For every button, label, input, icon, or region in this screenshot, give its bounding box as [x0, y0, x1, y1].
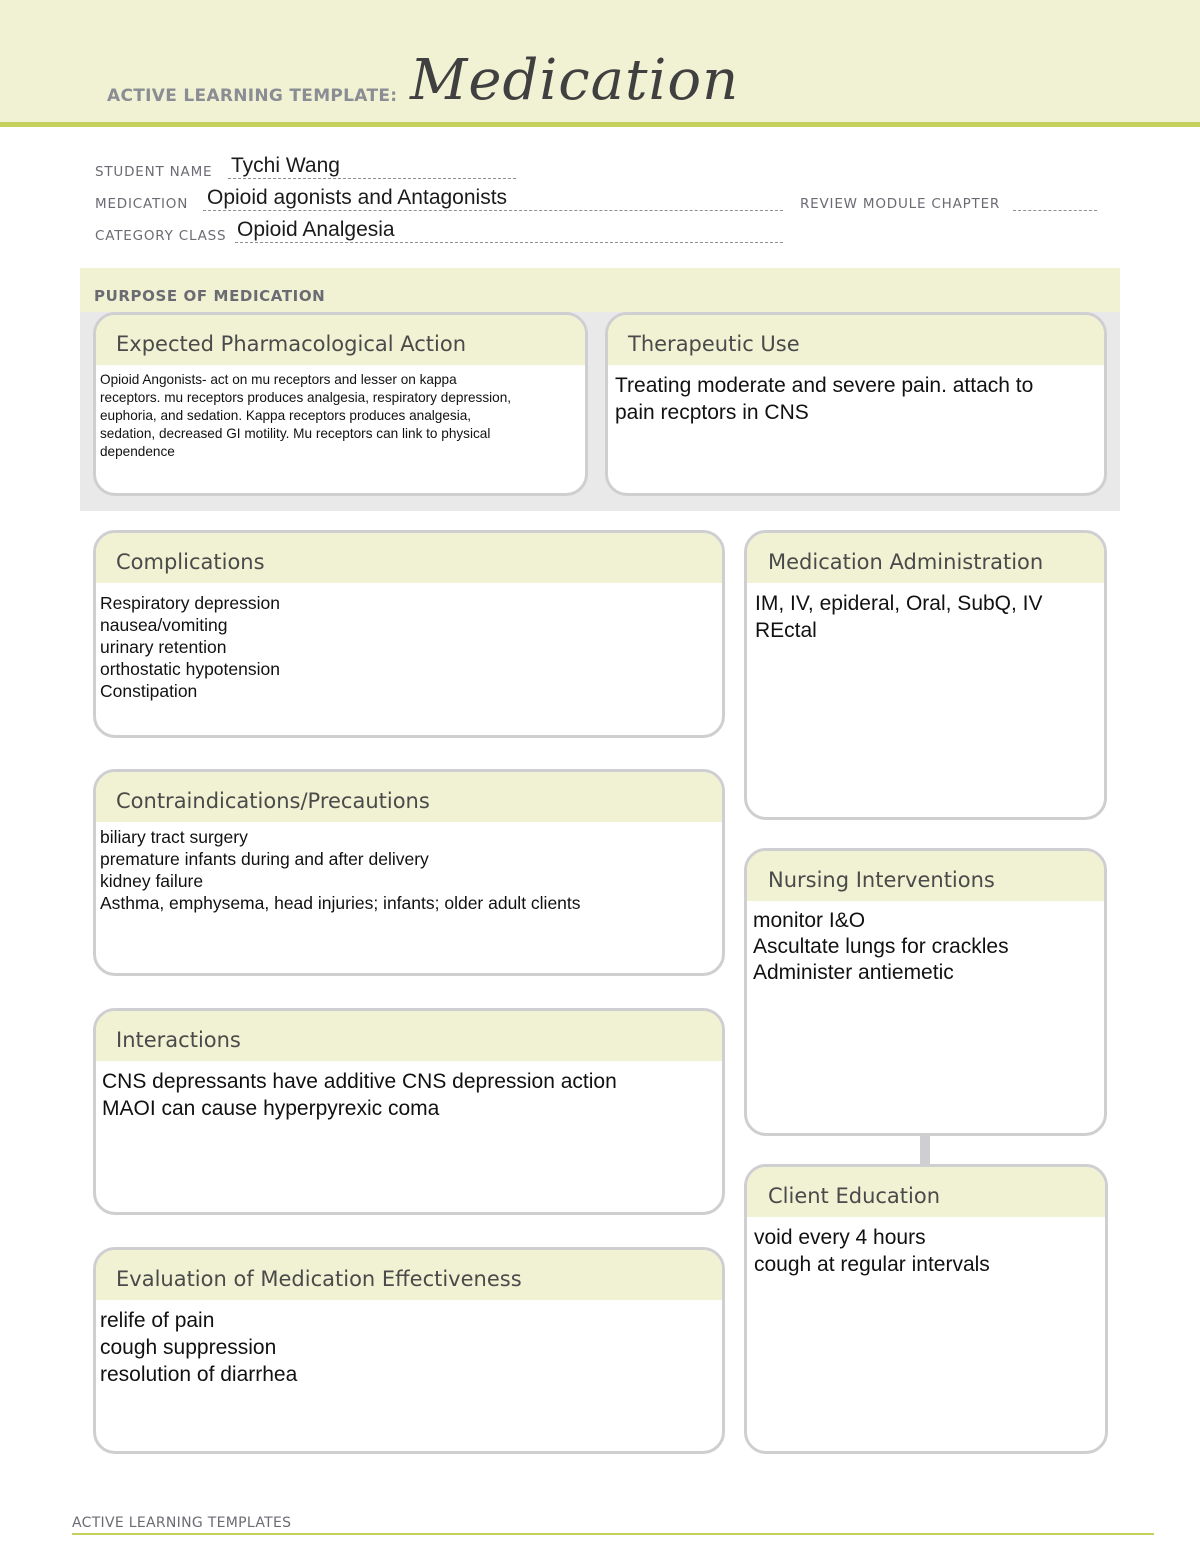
student-name-value: Tychi Wang [231, 154, 340, 177]
complications-card [93, 530, 725, 738]
category-class-field[interactable] [95, 218, 785, 248]
student-name-line [228, 178, 516, 179]
evaluation-body[interactable]: relife of pain cough suppression resolution of diarrhea [100, 1309, 298, 1386]
expected-action-title: Expected Pharmacological Action [116, 332, 467, 356]
client-education-card [744, 1164, 1108, 1454]
category-class-value: Opioid Analgesia [237, 218, 395, 241]
expected-action-body[interactable]: Opioid Angonists- act on mu receptors and lesser on kappa receptors. mu receptors produces analgesia, respiratory depression, euphoria, and sedation. Kappa receptors produces analgesia, sedation, decreased GI motility. Mu receptors can link to physical dependence [100, 372, 512, 459]
medication-administration-title: Medication Administration [768, 550, 1044, 574]
medication-administration-card [744, 530, 1107, 820]
interactions-title: Interactions [116, 1028, 241, 1052]
complications-body[interactable]: Respiratory depression nausea/vomiting urinary retention orthostatic hypotension Constipation [100, 593, 280, 701]
review-module-label: REVIEW MODULE CHAPTER [800, 196, 1001, 212]
header-rule [0, 122, 1200, 127]
footer-label: ACTIVE LEARNING TEMPLATES [72, 1515, 292, 1531]
expected-action-card [93, 312, 588, 496]
footer-rule [72, 1533, 1154, 1535]
therapeutic-use-title: Therapeutic Use [628, 332, 800, 356]
therapeutic-use-card [605, 312, 1107, 496]
evaluation-title: Evaluation of Medication Effectiveness [116, 1267, 522, 1291]
medication-line [203, 210, 783, 211]
connector-bar [920, 1134, 930, 1166]
template-label: ACTIVE LEARNING TEMPLATE: [107, 86, 398, 106]
review-module-line [1013, 210, 1097, 211]
nursing-interventions-title: Nursing Interventions [768, 868, 995, 892]
interactions-card [93, 1008, 725, 1215]
medication-value: Opioid agonists and Antagonists [207, 186, 508, 209]
category-class-label: CATEGORY CLASS [95, 228, 227, 244]
therapeutic-use-body[interactable]: Treating moderate and severe pain. attach to pain recptors in CNS [615, 374, 1034, 424]
nursing-interventions-card [744, 848, 1107, 1136]
client-education-body[interactable]: void every 4 hours cough at regular intervals [754, 1226, 990, 1276]
contraindications-card [93, 769, 725, 976]
purpose-title: PURPOSE OF MEDICATION [94, 287, 326, 305]
contraindications-body[interactable]: biliary tract surgery premature infants during and after delivery kidney failure Asthma, emphysema, head injuries; infants; older adult clients [100, 827, 581, 913]
medication-field[interactable] [95, 186, 785, 216]
medication-administration-body[interactable]: IM, IV, epideral, Oral, SubQ, IV REctal [755, 592, 1043, 642]
student-name-field[interactable] [95, 154, 525, 184]
medication-label: MEDICATION [95, 196, 189, 212]
review-module-field[interactable] [800, 186, 1100, 216]
evaluation-card [93, 1247, 725, 1454]
contraindications-title: Contraindications/Precautions [116, 789, 430, 813]
client-education-title: Client Education [768, 1184, 941, 1208]
nursing-interventions-body[interactable]: monitor I&O Ascultate lungs for crackles Administer antiemetic [753, 909, 1009, 984]
student-name-label: STUDENT NAME [95, 164, 213, 180]
complications-title: Complications [116, 550, 265, 574]
category-class-line [235, 242, 783, 243]
interactions-body[interactable]: CNS depressants have additive CNS depression action MAOI can cause hyperpyrexic coma [102, 1070, 617, 1120]
page-title: Medication [410, 48, 740, 113]
